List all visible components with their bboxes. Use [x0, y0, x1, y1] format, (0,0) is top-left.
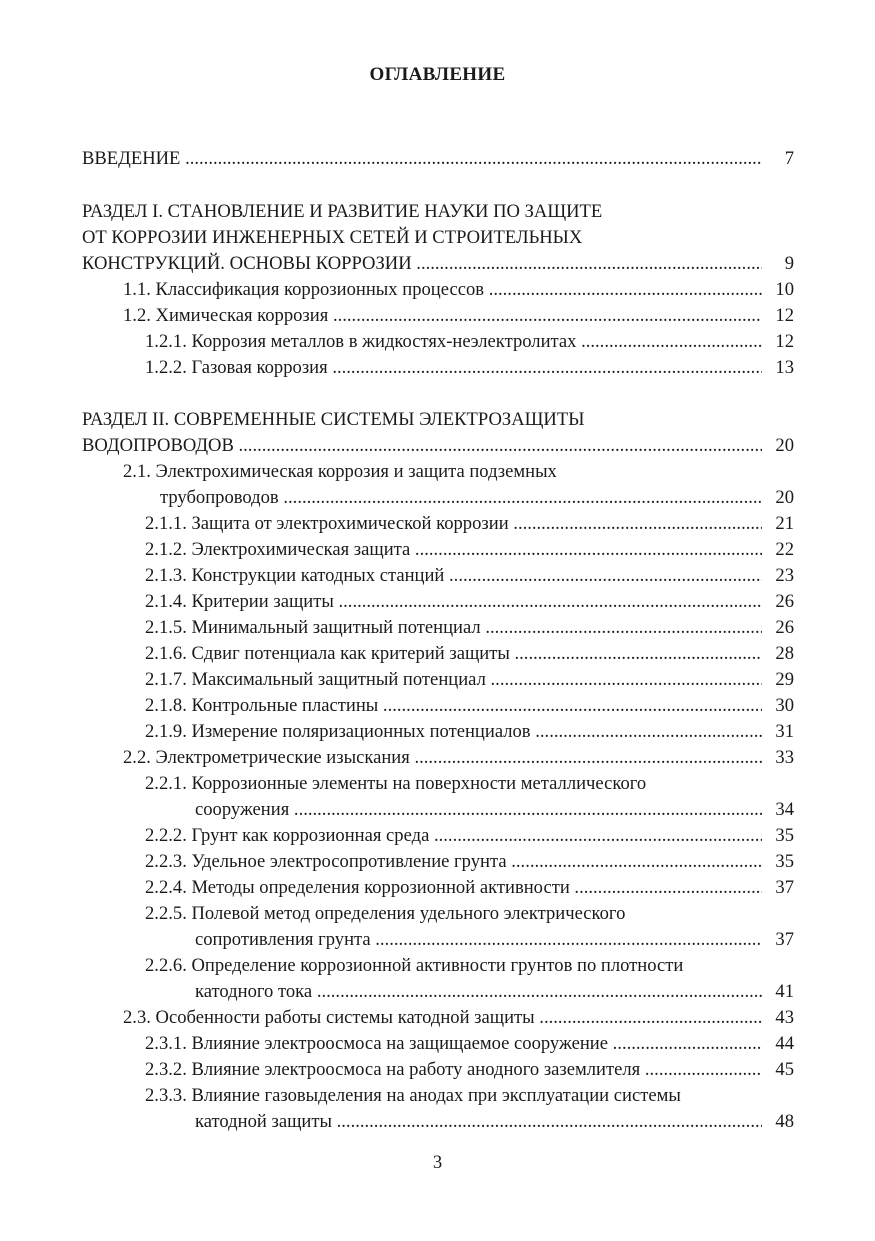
toc-entry-text: 2.2.4. Методы определения коррозионной активности .....: [145, 875, 762, 901]
toc-entry-text: КОНСТРУКЦИЙ. ОСНОВЫ КОРРОЗИИ .....: [82, 251, 762, 277]
toc-entry-page: 13: [775, 357, 794, 378]
toc-entry-text: 2.2. Электрометрические изыскания .....: [123, 745, 762, 771]
toc-entry: [145, 511, 794, 537]
toc-entry: [145, 1083, 794, 1109]
toc-entry-page: 7: [784, 148, 794, 169]
toc-entry: [123, 745, 794, 771]
toc-entry-page: 43: [775, 1007, 794, 1028]
toc-entry-text: ОТ КОРРОЗИИ ИНЖЕНЕРНЫХ СЕТЕЙ И СТРОИТЕЛЬНЫХ: [82, 227, 583, 248]
toc-entry-text: 2.3.3. Влияние газовыделения на анодах при эксплуатации системы: [145, 1085, 681, 1106]
toc-entry: [160, 485, 794, 511]
toc-entry-text: 2.2.3. Удельное электросопротивление грунта .....: [145, 849, 762, 875]
toc-entry-text: 2.1.9. Измерение поляризационных потенциалов .....: [145, 719, 762, 745]
toc-entry: [145, 329, 794, 355]
toc-entry: [145, 641, 794, 667]
toc-entry: [145, 615, 794, 641]
toc-entry-page: 23: [775, 565, 794, 586]
toc-entry-text: РАЗДЕЛ I. СТАНОВЛЕНИЕ И РАЗВИТИЕ НАУКИ ПО ЗАЩИТЕ: [82, 201, 603, 222]
toc-entry-text: 2.1.2. Электрохимическая защита .....: [145, 537, 762, 563]
toc-entry: [145, 1031, 794, 1057]
toc-entry-text: 2.1.3. Конструкции катодных станций .....: [145, 563, 762, 589]
toc-entry-text: 2.1. Электрохимическая коррозия и защита подземных: [123, 461, 557, 482]
toc-entry: [123, 277, 794, 303]
toc-entry-page: 30: [775, 695, 794, 716]
toc-entry-text: катодной защиты .....: [195, 1109, 762, 1135]
toc-entry-page: 45: [775, 1059, 794, 1080]
toc-entry: [145, 953, 794, 979]
toc-entry: [82, 251, 794, 277]
toc-entry-text: 2.3.1. Влияние электроосмоса на защищаемое сооружение .....: [145, 1031, 762, 1057]
toc-entry-text: 2.1.6. Сдвиг потенциала как критерий защиты .....: [145, 641, 762, 667]
toc-entry: [145, 355, 794, 381]
toc-entry-page: 33: [775, 747, 794, 768]
toc-entry: [195, 797, 794, 823]
toc-entry-text: катодного тока .....: [195, 979, 762, 1005]
toc-entry-page: 48: [775, 1111, 794, 1132]
toc-entry: [145, 693, 794, 719]
toc-entry-text: 2.3. Особенности работы системы катодной защиты .....: [123, 1005, 762, 1031]
toc-entry-page: 41: [775, 981, 794, 1002]
toc-entry: [145, 849, 794, 875]
toc-entry-text: сопротивления грунта .....: [195, 927, 762, 953]
toc-entry-page: 9: [784, 253, 794, 274]
toc-entry-text: 1.2. Химическая коррозия .....: [123, 303, 762, 329]
toc-entry-page: 21: [775, 513, 794, 534]
toc-entry: [123, 303, 794, 329]
toc-entry: [145, 901, 794, 927]
toc-entry-text: ВВЕДЕНИЕ .....: [82, 146, 762, 172]
toc-entry: [82, 407, 794, 433]
toc-entry: [145, 1057, 794, 1083]
toc-entry-text: 2.1.5. Минимальный защитный потенциал .....: [145, 615, 762, 641]
toc-entry-text: 1.2.1. Коррозия металлов в жидкостях-неэлектролитах .....: [145, 329, 762, 355]
toc-entry-page: 26: [775, 591, 794, 612]
toc-entry-text: РАЗДЕЛ II. СОВРЕМЕННЫЕ СИСТЕМЫ ЭЛЕКТРОЗАЩИТЫ: [82, 409, 585, 430]
toc-entry-page: 22: [775, 539, 794, 560]
toc-entry: [82, 225, 794, 251]
toc-entry-page: 10: [775, 279, 794, 300]
toc-entry-text: сооружения .....: [195, 797, 762, 823]
toc-entry-page: 35: [775, 825, 794, 846]
toc-entry: [145, 589, 794, 615]
toc-entry-text: 2.2.6. Определение коррозионной активности грунтов по плотности: [145, 955, 684, 976]
toc-entry-text: 2.1.8. Контрольные пластины .....: [145, 693, 762, 719]
toc-entry: [195, 979, 794, 1005]
toc-entry-text: 2.2.2. Грунт как коррозионная среда .....: [145, 823, 762, 849]
toc-entry: [82, 146, 794, 172]
toc-entry: [145, 563, 794, 589]
toc-entry-text: 2.1.4. Критерии защиты .....: [145, 589, 762, 615]
toc-entry-page: 28: [775, 643, 794, 664]
toc-entry-text: 2.1.1. Защита от электрохимической коррозии .....: [145, 511, 762, 537]
toc-entry: [145, 667, 794, 693]
toc-entry-page: 12: [775, 331, 794, 352]
toc-entry: [145, 537, 794, 563]
toc-entry-page: 34: [775, 799, 794, 820]
page-title: ОГЛАВЛЕНИЕ: [369, 64, 506, 85]
toc-entry-text: 1.1. Классификация коррозионных процессов .....: [123, 277, 762, 303]
toc-entry: [145, 719, 794, 745]
toc-entry-page: 26: [775, 617, 794, 638]
toc-entry-page: 20: [775, 435, 794, 456]
toc-entry-page: 31: [775, 721, 794, 742]
toc-entry: [145, 771, 794, 797]
toc-entry-page: 44: [775, 1033, 794, 1054]
toc-entry-page: 29: [775, 669, 794, 690]
toc-entry-page: 12: [775, 305, 794, 326]
toc-entry-text: трубопроводов .....: [160, 485, 762, 511]
toc-entry: [82, 199, 794, 225]
toc-entry-text: 2.2.1. Коррозионные элементы на поверхности металлического: [145, 773, 647, 794]
toc-entry-page: 37: [775, 877, 794, 898]
toc-entry-page: 37: [775, 929, 794, 950]
toc-entry-text: 1.2.2. Газовая коррозия .....: [145, 355, 762, 381]
toc-entry-text: 2.2.5. Полевой метод определения удельного электрического: [145, 903, 626, 924]
toc-entry: [123, 459, 794, 485]
toc-entry: [145, 823, 794, 849]
toc-entry-text: 2.3.2. Влияние электроосмоса на работу анодного заземлителя .....: [145, 1057, 762, 1083]
toc-entry-page: 20: [775, 487, 794, 508]
toc-entry: [123, 1005, 794, 1031]
toc-entry: [195, 1109, 794, 1135]
toc-entry-text: 2.1.7. Максимальный защитный потенциал .....: [145, 667, 762, 693]
toc-entry: [195, 927, 794, 953]
page-number: 3: [432, 1152, 443, 1173]
toc-entry-page: 35: [775, 851, 794, 872]
toc-entry: [145, 875, 794, 901]
toc-entry-text: ВОДОПРОВОДОВ .....: [82, 433, 762, 459]
toc-entry: [82, 433, 794, 459]
